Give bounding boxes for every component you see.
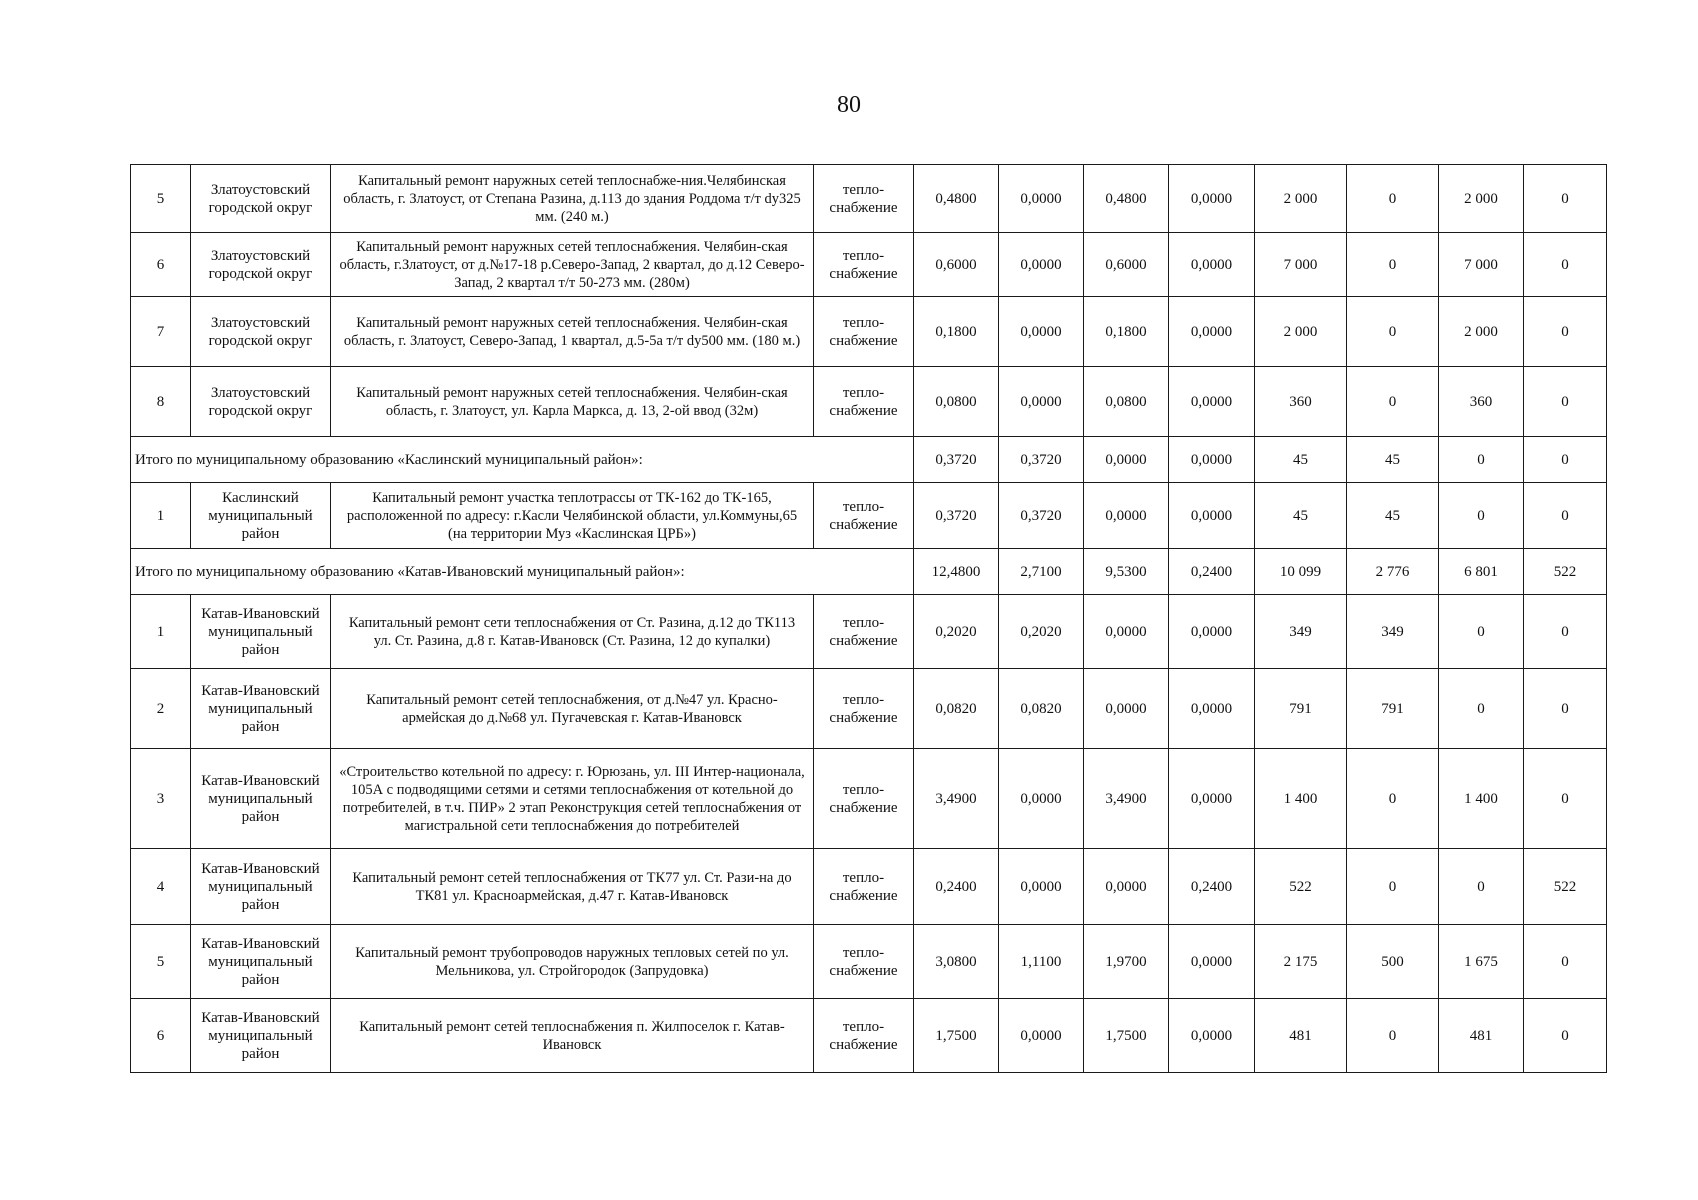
value-cell-2: 0,3720 bbox=[999, 483, 1084, 549]
value-cell-4: 0,0000 bbox=[1169, 749, 1255, 849]
row-number: 4 bbox=[131, 849, 191, 925]
description-cell: Капитальный ремонт сети теплоснабжения от Ст. Разина, д.12 до ТК113 ул. Ст. Разина, д.8 г. Катав-Ивановск (Ст. Разина, 12 до купалки) bbox=[331, 595, 814, 669]
value-cell-7: 0 bbox=[1439, 483, 1524, 549]
value-cell-8: 0 bbox=[1524, 999, 1607, 1073]
value-cell-4: 0,0000 bbox=[1169, 165, 1255, 233]
value-cell-3: 0,0000 bbox=[1084, 849, 1169, 925]
value-cell-7: 481 bbox=[1439, 999, 1524, 1073]
value-cell-6: 2 776 bbox=[1347, 549, 1439, 595]
value-cell-8: 522 bbox=[1524, 849, 1607, 925]
value-cell-3: 0,0000 bbox=[1084, 669, 1169, 749]
description-cell: Капитальный ремонт наружных сетей теплоснабжения. Челябин-ская область, г. Златоуст, Северо-Запад, 1 квартал, д.5-5а т/т dy500 мм. (180 м.) bbox=[331, 297, 814, 367]
district-cell: Златоустовский городской округ bbox=[191, 233, 331, 297]
program-table bbox=[130, 164, 1607, 1073]
district-cell: Каслинский муниципальный район bbox=[191, 483, 331, 549]
value-cell-8: 0 bbox=[1524, 749, 1607, 849]
value-cell-3: 0,0800 bbox=[1084, 367, 1169, 437]
value-cell-6: 0 bbox=[1347, 297, 1439, 367]
value-cell-1: 0,6000 bbox=[914, 233, 999, 297]
type-cell: тепло-снабжение bbox=[814, 165, 914, 233]
description-cell: Капитальный ремонт наружных сетей теплоснабжения. Челябин-ская область, г. Златоуст, ул. Карла Маркса, д. 13, 2-ой ввод (32м) bbox=[331, 367, 814, 437]
value-cell-3: 0,0000 bbox=[1084, 483, 1169, 549]
value-cell-4: 0,0000 bbox=[1169, 595, 1255, 669]
value-cell-1: 0,2400 bbox=[914, 849, 999, 925]
value-cell-7: 360 bbox=[1439, 367, 1524, 437]
value-cell-8: 0 bbox=[1524, 233, 1607, 297]
total-label: Итого по муниципальному образованию «Каслинский муниципальный район»: bbox=[131, 437, 914, 483]
value-cell-1: 0,1800 bbox=[914, 297, 999, 367]
value-cell-2: 0,0000 bbox=[999, 165, 1084, 233]
row-number: 6 bbox=[131, 233, 191, 297]
value-cell-4: 0,0000 bbox=[1169, 925, 1255, 999]
value-cell-3: 1,7500 bbox=[1084, 999, 1169, 1073]
value-cell-8: 0 bbox=[1524, 669, 1607, 749]
value-cell-1: 1,7500 bbox=[914, 999, 999, 1073]
table-row bbox=[131, 297, 1607, 367]
value-cell-6: 0 bbox=[1347, 849, 1439, 925]
description-cell: Капитальный ремонт сетей теплоснабжения п. Жилпоселок г. Катав-Ивановск bbox=[331, 999, 814, 1073]
value-cell-6: 0 bbox=[1347, 749, 1439, 849]
row-number: 5 bbox=[131, 165, 191, 233]
table-row bbox=[131, 999, 1607, 1073]
value-cell-1: 0,0820 bbox=[914, 669, 999, 749]
value-cell-1: 0,4800 bbox=[914, 165, 999, 233]
table-row bbox=[131, 165, 1607, 233]
value-cell-5: 791 bbox=[1255, 669, 1347, 749]
value-cell-3: 0,6000 bbox=[1084, 233, 1169, 297]
value-cell-3: 0,4800 bbox=[1084, 165, 1169, 233]
value-cell-5: 522 bbox=[1255, 849, 1347, 925]
value-cell-8: 0 bbox=[1524, 925, 1607, 999]
value-cell-1: 3,4900 bbox=[914, 749, 999, 849]
district-cell: Катав-Ивановский муниципальный район bbox=[191, 749, 331, 849]
value-cell-1: 3,0800 bbox=[914, 925, 999, 999]
value-cell-7: 0 bbox=[1439, 849, 1524, 925]
row-number: 8 bbox=[131, 367, 191, 437]
district-cell: Катав-Ивановский муниципальный район bbox=[191, 669, 331, 749]
value-cell-7: 0 bbox=[1439, 595, 1524, 669]
value-cell-7: 1 400 bbox=[1439, 749, 1524, 849]
value-cell-2: 0,2020 bbox=[999, 595, 1084, 669]
value-cell-8: 0 bbox=[1524, 595, 1607, 669]
value-cell-5: 360 bbox=[1255, 367, 1347, 437]
value-cell-2: 0,0000 bbox=[999, 749, 1084, 849]
value-cell-2: 0,3720 bbox=[999, 437, 1084, 483]
description-cell: Капитальный ремонт наружных сетей теплоснабже-ния.Челябинская область, г. Златоуст, от Степана Разина, д.113 до здания Роддома т/т dy325 мм. (240 м.) bbox=[331, 165, 814, 233]
district-cell: Катав-Ивановский муниципальный район bbox=[191, 999, 331, 1073]
value-cell-1: 0,3720 bbox=[914, 437, 999, 483]
value-cell-5: 1 400 bbox=[1255, 749, 1347, 849]
value-cell-5: 349 bbox=[1255, 595, 1347, 669]
value-cell-5: 10 099 bbox=[1255, 549, 1347, 595]
type-cell: тепло-снабжение bbox=[814, 483, 914, 549]
table-row bbox=[131, 669, 1607, 749]
value-cell-4: 0,0000 bbox=[1169, 437, 1255, 483]
description-cell: Капитальный ремонт сетей теплоснабжения от ТК77 ул. Ст. Рази-на до ТК81 ул. Красноармейская, д.47 г. Катав-Ивановск bbox=[331, 849, 814, 925]
type-cell: тепло-снабжение bbox=[814, 849, 914, 925]
value-cell-3: 9,5300 bbox=[1084, 549, 1169, 595]
value-cell-4: 0,2400 bbox=[1169, 849, 1255, 925]
total-row bbox=[131, 437, 1607, 483]
value-cell-8: 0 bbox=[1524, 483, 1607, 549]
type-cell: тепло-снабжение bbox=[814, 367, 914, 437]
description-cell: Капитальный ремонт сетей теплоснабжения, от д.№47 ул. Красно-армейская до д.№68 ул. Пугачевская г. Катав-Ивановск bbox=[331, 669, 814, 749]
value-cell-1: 12,4800 bbox=[914, 549, 999, 595]
value-cell-8: 0 bbox=[1524, 297, 1607, 367]
value-cell-7: 7 000 bbox=[1439, 233, 1524, 297]
district-cell: Златоустовский городской округ bbox=[191, 367, 331, 437]
value-cell-6: 0 bbox=[1347, 367, 1439, 437]
value-cell-2: 0,0000 bbox=[999, 367, 1084, 437]
value-cell-5: 481 bbox=[1255, 999, 1347, 1073]
value-cell-4: 0,0000 bbox=[1169, 367, 1255, 437]
value-cell-6: 45 bbox=[1347, 483, 1439, 549]
value-cell-4: 0,0000 bbox=[1169, 483, 1255, 549]
table-row bbox=[131, 595, 1607, 669]
type-cell: тепло-снабжение bbox=[814, 297, 914, 367]
district-cell: Катав-Ивановский муниципальный район bbox=[191, 849, 331, 925]
description-cell: Капитальный ремонт наружных сетей теплоснабжения. Челябин-ская область, г.Златоуст, от д.№17-18 р.Северо-Запад, 2 квартал, до д.12 Северо-Запад, 2 квартал т/т 50-273 мм. (280м) bbox=[331, 233, 814, 297]
table-row bbox=[131, 367, 1607, 437]
row-number: 6 bbox=[131, 999, 191, 1073]
value-cell-3: 0,1800 bbox=[1084, 297, 1169, 367]
value-cell-6: 791 bbox=[1347, 669, 1439, 749]
value-cell-7: 2 000 bbox=[1439, 165, 1524, 233]
table-body bbox=[131, 165, 1607, 1073]
district-cell: Златоустовский городской округ bbox=[191, 165, 331, 233]
value-cell-2: 0,0820 bbox=[999, 669, 1084, 749]
district-cell: Катав-Ивановский муниципальный район bbox=[191, 595, 331, 669]
row-number: 2 bbox=[131, 669, 191, 749]
value-cell-2: 2,7100 bbox=[999, 549, 1084, 595]
value-cell-5: 7 000 bbox=[1255, 233, 1347, 297]
row-number: 1 bbox=[131, 483, 191, 549]
value-cell-6: 0 bbox=[1347, 233, 1439, 297]
district-cell: Златоустовский городской округ bbox=[191, 297, 331, 367]
page-number: 80 bbox=[837, 92, 861, 118]
type-cell: тепло-снабжение bbox=[814, 233, 914, 297]
type-cell: тепло-снабжение bbox=[814, 925, 914, 999]
district-cell: Катав-Ивановский муниципальный район bbox=[191, 925, 331, 999]
value-cell-1: 0,2020 bbox=[914, 595, 999, 669]
total-row bbox=[131, 549, 1607, 595]
value-cell-5: 2 000 bbox=[1255, 165, 1347, 233]
row-number: 1 bbox=[131, 595, 191, 669]
value-cell-8: 0 bbox=[1524, 437, 1607, 483]
value-cell-3: 3,4900 bbox=[1084, 749, 1169, 849]
value-cell-6: 500 bbox=[1347, 925, 1439, 999]
value-cell-2: 1,1100 bbox=[999, 925, 1084, 999]
value-cell-8: 0 bbox=[1524, 165, 1607, 233]
value-cell-1: 0,3720 bbox=[914, 483, 999, 549]
value-cell-3: 0,0000 bbox=[1084, 437, 1169, 483]
value-cell-6: 0 bbox=[1347, 165, 1439, 233]
value-cell-5: 45 bbox=[1255, 483, 1347, 549]
value-cell-7: 1 675 bbox=[1439, 925, 1524, 999]
description-cell: «Строительство котельной по адресу: г. Юрюзань, ул. III Интер-националa, 105А с подводящими сетями и сетями теплоснабжения от котельной до потребителей, в т.ч. ПИР» 2 этап Реконструкция сетей теплоснабжения от магистральной сети теплоснабжения до потребителей bbox=[331, 749, 814, 849]
row-number: 5 bbox=[131, 925, 191, 999]
type-cell: тепло-снабжение bbox=[814, 999, 914, 1073]
value-cell-4: 0,0000 bbox=[1169, 297, 1255, 367]
value-cell-1: 0,0800 bbox=[914, 367, 999, 437]
value-cell-5: 2 000 bbox=[1255, 297, 1347, 367]
table-row bbox=[131, 483, 1607, 549]
value-cell-4: 0,2400 bbox=[1169, 549, 1255, 595]
value-cell-2: 0,0000 bbox=[999, 999, 1084, 1073]
value-cell-4: 0,0000 bbox=[1169, 669, 1255, 749]
row-number: 7 bbox=[131, 297, 191, 367]
value-cell-2: 0,0000 bbox=[999, 233, 1084, 297]
value-cell-5: 2 175 bbox=[1255, 925, 1347, 999]
type-cell: тепло-снабжение bbox=[814, 669, 914, 749]
table-row bbox=[131, 749, 1607, 849]
value-cell-3: 0,0000 bbox=[1084, 595, 1169, 669]
value-cell-5: 45 bbox=[1255, 437, 1347, 483]
value-cell-8: 0 bbox=[1524, 367, 1607, 437]
value-cell-4: 0,0000 bbox=[1169, 233, 1255, 297]
value-cell-6: 0 bbox=[1347, 999, 1439, 1073]
value-cell-8: 522 bbox=[1524, 549, 1607, 595]
value-cell-7: 0 bbox=[1439, 437, 1524, 483]
value-cell-6: 349 bbox=[1347, 595, 1439, 669]
value-cell-7: 6 801 bbox=[1439, 549, 1524, 595]
table-row bbox=[131, 849, 1607, 925]
value-cell-3: 1,9700 bbox=[1084, 925, 1169, 999]
type-cell: тепло-снабжение bbox=[814, 595, 914, 669]
value-cell-4: 0,0000 bbox=[1169, 999, 1255, 1073]
type-cell: тепло-снабжение bbox=[814, 749, 914, 849]
total-label: Итого по муниципальному образованию «Катав-Ивановский муниципальный район»: bbox=[131, 549, 914, 595]
value-cell-2: 0,0000 bbox=[999, 849, 1084, 925]
description-cell: Капитальный ремонт трубопроводов наружных тепловых сетей по ул. Мельникова, ул. Стройгородок (Запрудовка) bbox=[331, 925, 814, 999]
value-cell-6: 45 bbox=[1347, 437, 1439, 483]
description-cell: Капитальный ремонт участка теплотрассы от ТК-162 до ТК-165, расположенной по адресу: г.Касли Челябинской области, ул.Коммуны,65 (на территории Муз «Каслинская ЦРБ») bbox=[331, 483, 814, 549]
table-row bbox=[131, 925, 1607, 999]
table-row bbox=[131, 233, 1607, 297]
value-cell-2: 0,0000 bbox=[999, 297, 1084, 367]
value-cell-7: 2 000 bbox=[1439, 297, 1524, 367]
row-number: 3 bbox=[131, 749, 191, 849]
value-cell-7: 0 bbox=[1439, 669, 1524, 749]
